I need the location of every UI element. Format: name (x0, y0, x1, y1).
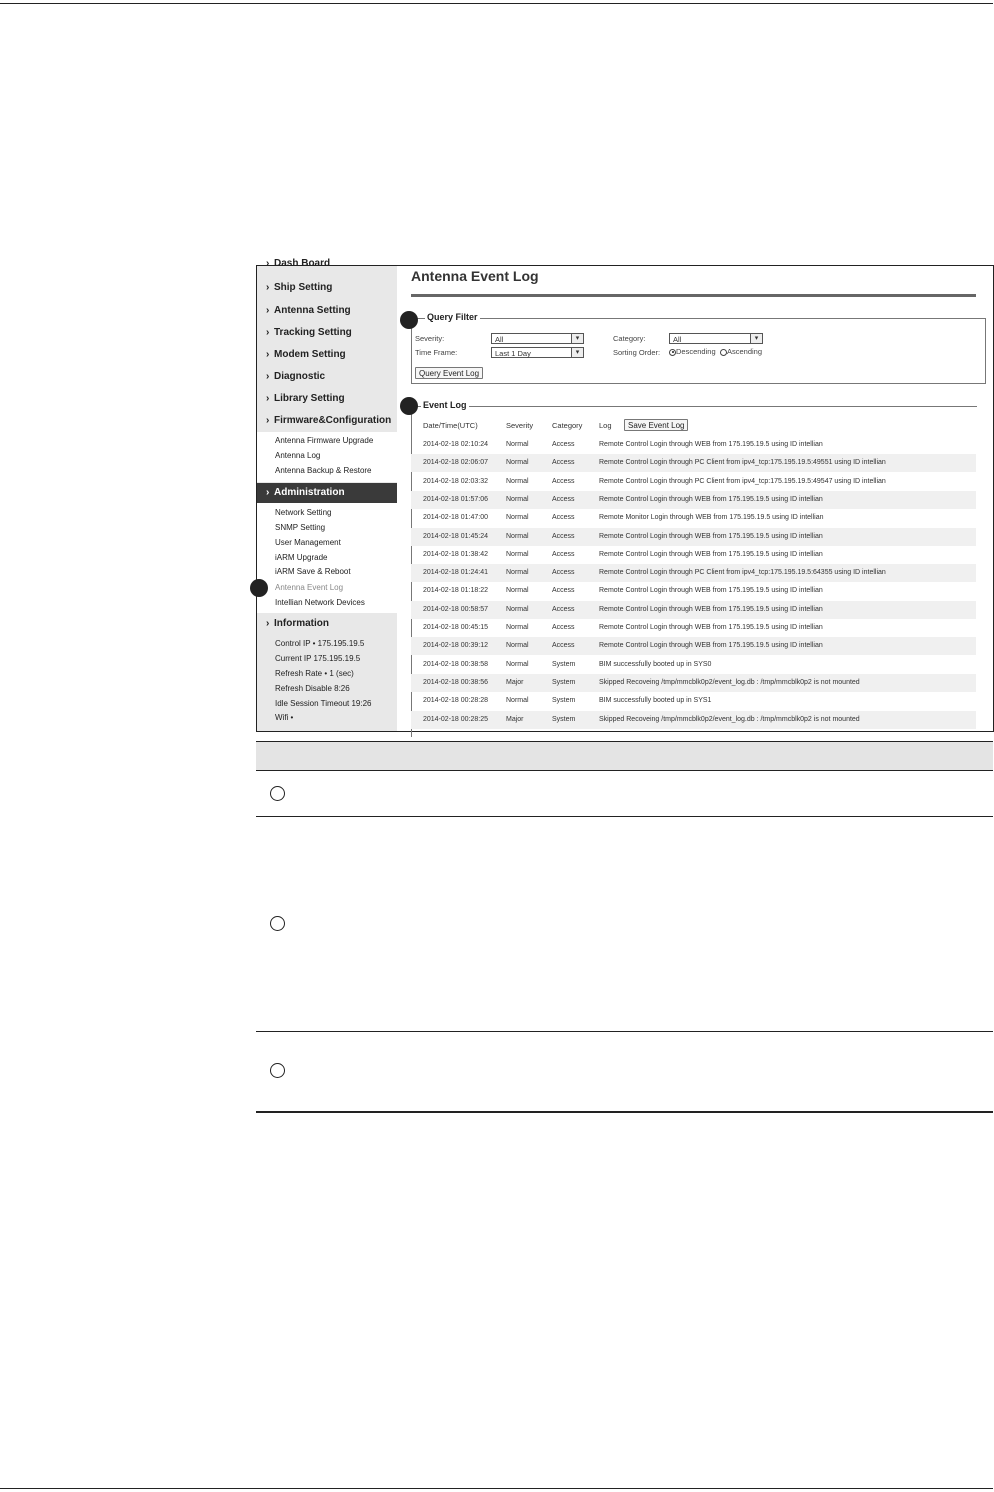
callout-marker-3 (250, 579, 268, 597)
sort-descending-option[interactable]: Descending (669, 347, 716, 356)
sidebar-item-intellian-network-devices[interactable]: Intellian Network Devices (275, 598, 365, 607)
info-refresh-disable: Refresh Disable 8:26 (275, 684, 350, 693)
row-log: Remote Control Login through WEB from 175.195.19.5 using ID intellian (599, 441, 823, 448)
query-event-log-button[interactable]: Query Event Log (415, 367, 483, 379)
sidebar-section-antenna-setting[interactable]: › Antenna Setting (257, 301, 397, 321)
sidebar-section-firmware-configuration[interactable]: › Firmware&Configuration (257, 411, 397, 431)
sidebar-item-network-setting[interactable]: Network Setting (275, 508, 332, 517)
row-severity: Normal (506, 532, 529, 540)
event-log-legend: Event Log (423, 400, 467, 410)
row-severity: Normal (506, 624, 529, 631)
sidebar-section-information[interactable]: › Information (257, 614, 397, 634)
row-datetime: 2014-02-18 02:03:32 (423, 477, 488, 485)
sidebar (257, 258, 397, 731)
table-row (411, 454, 976, 472)
header-date-time: Date/Time(UTC) (423, 421, 478, 430)
category-select[interactable]: All ▾ (669, 333, 763, 344)
table-row (411, 491, 976, 509)
row-severity: Normal (506, 605, 529, 613)
table-row-1-number-circle (270, 786, 285, 801)
row-severity: Major (506, 678, 524, 686)
row-category: Access (552, 441, 575, 448)
row-log: Remote Control Login through WEB from 175.195.19.5 using ID intellian (599, 642, 823, 650)
table-row (411, 692, 976, 710)
table-row (411, 711, 976, 729)
severity-select[interactable]: All ▾ (491, 333, 584, 344)
row-category: Access (552, 532, 575, 540)
page-title: Antenna Event Log (411, 268, 539, 284)
chevron-right-icon: › (266, 282, 270, 293)
table-row (411, 656, 976, 674)
row-severity: Normal (506, 441, 529, 448)
row-datetime: 2014-02-18 00:38:58 (423, 660, 488, 668)
table-row-divider (256, 1031, 993, 1032)
row-datetime: 2014-02-18 02:10:24 (423, 441, 488, 448)
row-category: Access (552, 642, 575, 650)
header-category: Category (552, 421, 583, 430)
query-filter-legend: Query Filter (427, 312, 478, 322)
row-log: Remote Control Login through WEB from 175.195.19.5 using ID intellian (599, 605, 823, 613)
dropdown-arrow-icon: ▾ (750, 334, 762, 343)
sidebar-item-snmp-setting[interactable]: SNMP Setting (275, 523, 326, 532)
row-log: Remote Control Login through WEB from 175.195.19.5 using ID intellian (599, 495, 823, 503)
row-datetime: 2014-02-18 02:06:07 (423, 459, 488, 467)
row-log: Skipped Recoveing /tmp/mmcblk0p2/event_log.db : /tmp/mmcblk0p2 is not mounted (599, 715, 860, 723)
info-current-ip: Current IP 175.195.19.5 (275, 654, 361, 663)
table-row (411, 509, 976, 527)
chevron-right-icon: › (266, 258, 270, 269)
table-row (411, 528, 976, 546)
chevron-right-icon: › (266, 415, 270, 426)
row-severity: Normal (506, 587, 529, 595)
table-row (411, 582, 976, 600)
row-category: Access (552, 514, 575, 522)
header-severity: Severity (506, 421, 534, 430)
row-log: Skipped Recoveing /tmp/mmcblk0p2/event_log.db : /tmp/mmcblk0p2 is not mounted (599, 678, 860, 686)
row-log: Remote Control Login through WEB from 175.195.19.5 using ID intellian (599, 624, 823, 631)
sidebar-section-diagnostic[interactable]: › Diagnostic (257, 367, 397, 387)
table-bottom-rule (256, 1111, 993, 1113)
info-idle-session-timeout: Idle Session Timeout 19:26 (275, 699, 372, 708)
title-underline (411, 294, 976, 297)
row-category: System (552, 715, 576, 723)
row-datetime: 2014-02-18 01:38:42 (423, 550, 488, 558)
save-event-log-button[interactable]: Save Event Log (624, 419, 688, 431)
row-severity: Major (506, 715, 524, 723)
chevron-right-icon: › (266, 349, 270, 360)
sidebar-section-tracking-setting[interactable]: › Tracking Setting (257, 323, 397, 343)
sidebar-item-iarm-upgrade[interactable]: iARM Upgrade (275, 553, 328, 562)
sidebar-item-antenna-backup-restore[interactable]: Antenna Backup & Restore (275, 466, 372, 475)
row-severity: Normal (506, 660, 529, 668)
row-category: Access (552, 605, 575, 613)
sidebar-section-library-setting[interactable]: › Library Setting (257, 389, 397, 409)
page-top-rule (0, 3, 993, 4)
row-category: Access (552, 550, 575, 558)
row-severity: Normal (506, 459, 529, 467)
row-datetime: 2014-02-18 00:28:28 (423, 697, 488, 705)
table-row (411, 546, 976, 564)
row-datetime: 2014-02-18 01:57:06 (423, 495, 488, 503)
description-table (0, 741, 993, 1113)
info-refresh-rate: Refresh Rate • 1 (sec) (275, 669, 354, 678)
row-log: Remote Control Login through WEB from 175.195.19.5 using ID intellian (599, 587, 823, 595)
page-bottom-rule (0, 1488, 993, 1489)
chevron-right-icon: › (266, 327, 270, 338)
table-row-divider (256, 816, 993, 817)
row-datetime: 2014-02-18 00:58:57 (423, 605, 488, 613)
sidebar-section-modem-setting[interactable]: › Modem Setting (257, 345, 397, 365)
info-control-ip: Control IP • 175.195.19.5 (275, 639, 365, 648)
callout-marker-2 (400, 397, 418, 415)
row-category: Access (552, 587, 575, 595)
row-severity: Normal (506, 477, 529, 485)
row-log: BIM successfully booted up in SYS0 (599, 660, 712, 668)
table-row (411, 674, 976, 692)
row-log: Remote Monitor Login through WEB from 175.195.19.5 using ID intellian (599, 514, 824, 522)
row-severity: Normal (506, 697, 529, 705)
table-row-2-number-circle (270, 916, 285, 931)
table-header-bar (256, 741, 993, 771)
row-category: System (552, 678, 576, 686)
table-row (411, 619, 976, 637)
sidebar-item-antenna-log[interactable]: Antenna Log (275, 451, 321, 460)
row-log: Remote Control Login through WEB from 175.195.19.5 using ID intellian (599, 550, 823, 558)
radio-selected-icon[interactable] (669, 349, 676, 356)
main-content (397, 266, 993, 731)
sorting-order-label: Sorting Order: (613, 348, 661, 357)
row-category: Access (552, 624, 575, 631)
chevron-right-icon: › (266, 305, 270, 316)
table-row-3-number-circle (270, 1063, 285, 1078)
radio-unselected-icon[interactable] (720, 349, 727, 356)
row-log: Remote Control Login through PC Client from ipv4_tcp:175.195.19.5:49551 using ID intellian (599, 459, 886, 467)
callout-marker-1 (400, 311, 418, 329)
chevron-right-icon: › (266, 618, 270, 629)
row-datetime: 2014-02-18 01:18:22 (423, 587, 488, 595)
table-row (411, 473, 976, 491)
row-datetime: 2014-02-18 00:45:15 (423, 624, 488, 631)
row-severity: Normal (506, 514, 529, 522)
sort-ascending-option[interactable]: Ascending (720, 347, 762, 356)
table-row (411, 637, 976, 655)
table-row (411, 436, 976, 454)
sidebar-item-antenna-firmware-upgrade[interactable]: Antenna Firmware Upgrade (275, 436, 374, 445)
row-category: Access (552, 459, 575, 467)
row-category: System (552, 697, 576, 705)
row-log: Remote Control Login through PC Client from ipv4_tcp:175.195.19.5:64355 using ID intellian (599, 569, 886, 577)
row-severity: Normal (506, 642, 529, 650)
dropdown-arrow-icon: ▾ (571, 334, 583, 343)
sidebar-item-user-management[interactable]: User Management (275, 538, 341, 547)
row-datetime: 2014-02-18 00:39:12 (423, 642, 488, 650)
sidebar-section-administration[interactable]: › Administration (257, 483, 397, 503)
chevron-right-icon: › (266, 487, 270, 498)
row-category: Access (552, 477, 575, 485)
row-severity: Normal (506, 569, 529, 577)
timeframe-label: Time Frame: (415, 348, 458, 357)
dropdown-arrow-icon: ▾ (571, 348, 583, 357)
row-datetime: 2014-02-18 01:24:41 (423, 569, 488, 577)
row-severity: Normal (506, 495, 529, 503)
table-row (411, 601, 976, 619)
row-log: BIM successfully booted up in SYS1 (599, 697, 712, 705)
row-datetime: 2014-02-18 00:28:25 (423, 715, 488, 723)
timeframe-select[interactable]: Last 1 Day ▾ (491, 347, 584, 358)
table-row (411, 564, 976, 582)
sidebar-section-dashboard[interactable]: › Dash Board (257, 254, 397, 274)
web-ui-screenshot (256, 258, 994, 732)
sidebar-section-ship-setting[interactable]: › Ship Setting (257, 278, 397, 298)
row-category: Access (552, 569, 575, 577)
sidebar-item-iarm-save-reboot[interactable]: iARM Save & Reboot (275, 567, 351, 576)
row-datetime: 2014-02-18 01:45:24 (423, 532, 488, 540)
row-severity: Normal (506, 550, 529, 558)
row-category: System (552, 660, 576, 668)
row-log: Remote Control Login through PC Client from ipv4_tcp:175.195.19.5:49547 using ID intellian (599, 477, 886, 485)
category-label: Category: (613, 334, 646, 343)
row-category: Access (552, 495, 575, 503)
row-log: Remote Control Login through WEB from 175.195.19.5 using ID intellian (599, 532, 823, 540)
chevron-right-icon: › (266, 393, 270, 404)
info-wifi: Wifi • (275, 713, 294, 722)
severity-label: Severity: (415, 334, 445, 343)
row-datetime: 2014-02-18 01:47:00 (423, 514, 488, 522)
header-log: Log (599, 421, 612, 430)
row-datetime: 2014-02-18 00:38:56 (423, 678, 488, 686)
sidebar-item-antenna-event-log[interactable]: Antenna Event Log (275, 583, 344, 592)
chevron-right-icon: › (266, 371, 270, 382)
